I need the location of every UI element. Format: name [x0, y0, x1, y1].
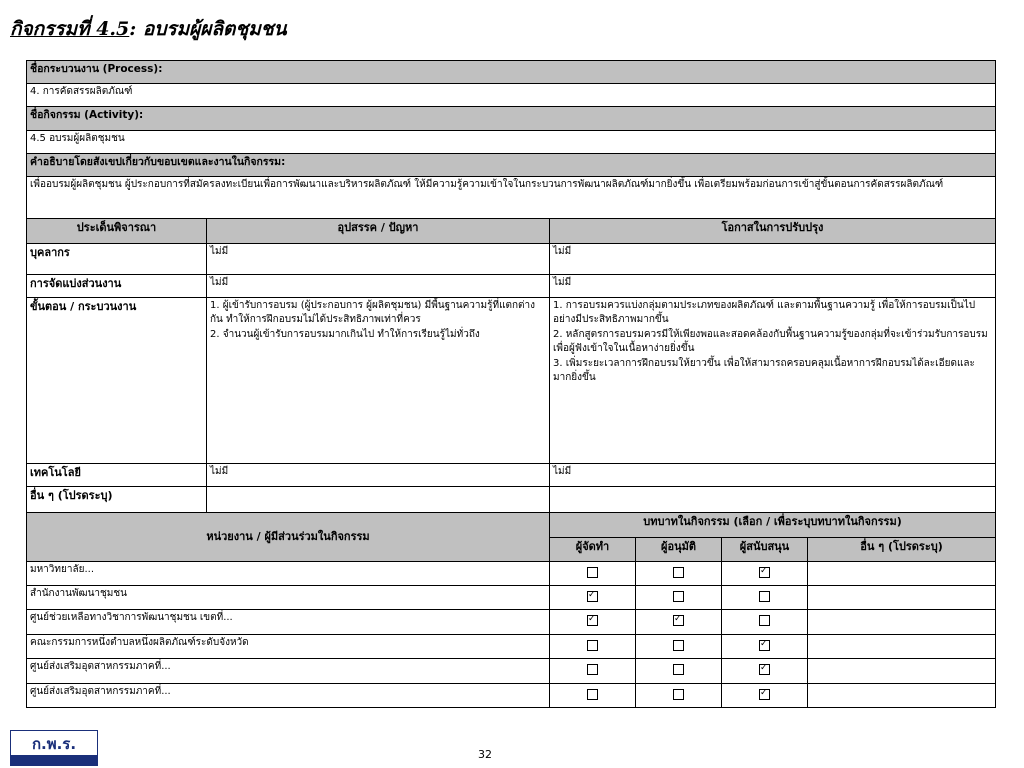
issue-row-other: [27, 487, 996, 513]
participants-col-unit: หน่วยงาน / ผู้มีส่วนร่วมในกิจกรรม: [27, 512, 550, 561]
role-cell-organizer: [550, 683, 636, 707]
role-cell-supporter: [722, 561, 808, 585]
role-col-supporter: ผู้สนับสนุน: [722, 538, 808, 561]
checked-checkbox-icon[interactable]: [587, 591, 598, 602]
issue-opportunity: ไม่มี: [550, 244, 996, 274]
issue-opportunity: [550, 297, 996, 463]
issue-label: การจัดแบ่งส่วนงาน: [27, 274, 207, 297]
role-col-other: อื่น ๆ (โปรดระบุ): [808, 538, 996, 561]
issue-problem: ไม่มี: [207, 463, 550, 486]
activity-label: ชื่อกิจกรรม (Activity):: [27, 107, 996, 130]
checked-checkbox-icon[interactable]: [759, 640, 770, 651]
role-cell-approver: [636, 634, 722, 658]
page-number: 32: [478, 748, 492, 761]
checked-checkbox-icon[interactable]: [587, 615, 598, 626]
page-title: [10, 14, 287, 44]
issue-row-personnel: [27, 244, 996, 274]
issue-opportunity: [550, 487, 996, 513]
issue-problem: [207, 487, 550, 513]
issues-col-consideration: ประเด็นพิจารณา: [27, 218, 207, 244]
participant-name: คณะกรรมการหนึ่งตำบลหนึ่งผลิตภัณฑ์ระดับจังหวัด: [27, 634, 550, 658]
issue-problem: ไม่มี: [207, 274, 550, 297]
opportunity-item: 3. เพิ่มระยะเวลาการฝึกอบรมให้ยาวขึ้น เพื่อให้สามารถครอบคลุมเนื้อหาการฝึกอบรมได้ละเอียดและมากยิ่งขึ้น: [553, 357, 975, 384]
participant-row: [27, 683, 996, 707]
activity-number: กิจกรรมที่ 4.5: [10, 18, 130, 40]
role-cell-other: [808, 610, 996, 634]
role-cell-organizer: [550, 561, 636, 585]
opdc-logo: [10, 730, 98, 766]
role-cell-organizer: [550, 610, 636, 634]
process-label: ชื่อกระบวนงาน (Process):: [27, 61, 996, 84]
checkbox-icon[interactable]: [587, 567, 598, 578]
role-cell-supporter: [722, 586, 808, 610]
issue-row-technology: [27, 463, 996, 486]
activity-title: : อบรมผู้ผลิตชุมชน: [129, 18, 287, 40]
process-value: 4. การคัดสรรผลิตภัณฑ์: [27, 84, 996, 107]
problem-item: 1. ผู้เข้ารับการอบรม (ผู้ประกอบการ ผู้ผลิตชุมชน) มีพื้นฐานความรู้ที่แตกต่างกัน ทำให้การฝึกอบรมไม่ได้ประสิทธิภาพเท่าที่ควร: [210, 299, 536, 326]
issue-problem: ไม่มี: [207, 244, 550, 274]
checkbox-icon[interactable]: [587, 664, 598, 675]
logo-text: ก.พ.ร.: [31, 735, 77, 753]
checkbox-icon[interactable]: [673, 567, 684, 578]
checked-checkbox-icon[interactable]: [759, 567, 770, 578]
role-cell-approver: [636, 659, 722, 683]
participant-row: [27, 610, 996, 634]
checkbox-icon[interactable]: [673, 689, 684, 700]
role-cell-supporter: [722, 634, 808, 658]
description-text: เพื่ออบรมผู้ผลิตชุมชน ผู้ประกอบการที่สมัครลงทะเบียนเพื่อการพัฒนาและบริหารผลิตภัณฑ์ ให้มีความรู้ความเข้าใจในกระบวนการพัฒนาผลิตภัณฑ์มากยิ่งขึ้น เพื่อเตรียมพร้อมก่อนการเข้าสู่ขั้นตอนการคัดสรรผลิตภัณฑ์: [27, 177, 996, 219]
logo-strip: [11, 755, 97, 765]
problem-item: 2. จำนวนผู้เข้ารับการอบรมมากเกินไป ทำให้การเรียนรู้ไม่ทั่วถึง: [210, 328, 480, 340]
role-cell-organizer: [550, 586, 636, 610]
role-cell-other: [808, 561, 996, 585]
issue-opportunity: ไม่มี: [550, 274, 996, 297]
issues-col-problem: อุปสรรค / ปัญหา: [207, 218, 550, 244]
checked-checkbox-icon[interactable]: [759, 689, 770, 700]
checked-checkbox-icon[interactable]: [759, 664, 770, 675]
role-cell-other: [808, 634, 996, 658]
participant-name: มหาวิทยาลัย...: [27, 561, 550, 585]
role-cell-supporter: [722, 610, 808, 634]
role-cell-approver: [636, 610, 722, 634]
role-cell-organizer: [550, 634, 636, 658]
role-cell-organizer: [550, 659, 636, 683]
role-cell-supporter: [722, 683, 808, 707]
participant-name: สำนักงานพัฒนาชุมชน: [27, 586, 550, 610]
activity-table: [26, 60, 996, 708]
checkbox-icon[interactable]: [587, 640, 598, 651]
checkbox-icon[interactable]: [673, 640, 684, 651]
participant-name: ศูนย์ส่งเสริมอุตสาหกรรมภาคที่...: [27, 659, 550, 683]
checkbox-icon[interactable]: [759, 615, 770, 626]
participant-name: ศูนย์ช่วยเหลือทางวิชาการพัฒนาชุมชน เขตที่...: [27, 610, 550, 634]
opportunity-item: 1. การอบรมควรแบ่งกลุ่มตามประเภทของผลิตภัณฑ์ และตามพื้นฐานความรู้ เพื่อให้การอบรมเป็นไปอย่างมีประสิทธิภาพมากขึ้น: [553, 299, 976, 326]
role-cell-approver: [636, 586, 722, 610]
checkbox-icon[interactable]: [673, 664, 684, 675]
checkbox-icon[interactable]: [673, 591, 684, 602]
issue-label: เทคโนโลยี: [27, 463, 207, 486]
role-col-organizer: ผู้จัดทำ: [550, 538, 636, 561]
role-cell-approver: [636, 561, 722, 585]
role-cell-other: [808, 586, 996, 610]
description-label: คำอธิบายโดยสังเขปเกี่ยวกับขอบเขตและงานในกิจกรรม:: [27, 153, 996, 176]
issue-label: อื่น ๆ (โปรดระบุ): [27, 487, 207, 513]
issue-problem: [207, 297, 550, 463]
participant-row: [27, 659, 996, 683]
role-cell-approver: [636, 683, 722, 707]
issue-label: บุคลากร: [27, 244, 207, 274]
checkbox-icon[interactable]: [759, 591, 770, 602]
role-cell-supporter: [722, 659, 808, 683]
participant-row: [27, 561, 996, 585]
issue-row-procedure: [27, 297, 996, 463]
role-col-approver: ผู้อนุมัติ: [636, 538, 722, 561]
checkbox-icon[interactable]: [587, 689, 598, 700]
checked-checkbox-icon[interactable]: [673, 615, 684, 626]
issue-row-division: [27, 274, 996, 297]
role-cell-other: [808, 683, 996, 707]
role-cell-other: [808, 659, 996, 683]
participant-row: [27, 634, 996, 658]
participant-row: [27, 586, 996, 610]
participant-name: ศูนย์ส่งเสริมอุตสาหกรรมภาคที่...: [27, 683, 550, 707]
participant-rows: [27, 561, 996, 707]
issue-label: ขั้นตอน / กระบวนงาน: [27, 297, 207, 463]
issues-col-opportunity: โอกาสในการปรับปรุง: [550, 218, 996, 244]
activity-value: 4.5 อบรมผู้ผลิตชุมชน: [27, 130, 996, 153]
opportunity-item: 2. หลักสูตรการอบรมควรมีให้เพียงพอและสอดคล้องกับพื้นฐานความรู้ของกลุ่มที่จะเข้าร่วมรับการอบรม เพื่อผู้ฟังเข้าใจในเนื้อหาง่ายยิ่งขึ้น: [553, 328, 988, 355]
participants-col-roles: บทบาทในกิจกรรม (เลือก / เพื่อระบุบทบาทในกิจกรรม): [550, 512, 996, 538]
issue-opportunity: ไม่มี: [550, 463, 996, 486]
